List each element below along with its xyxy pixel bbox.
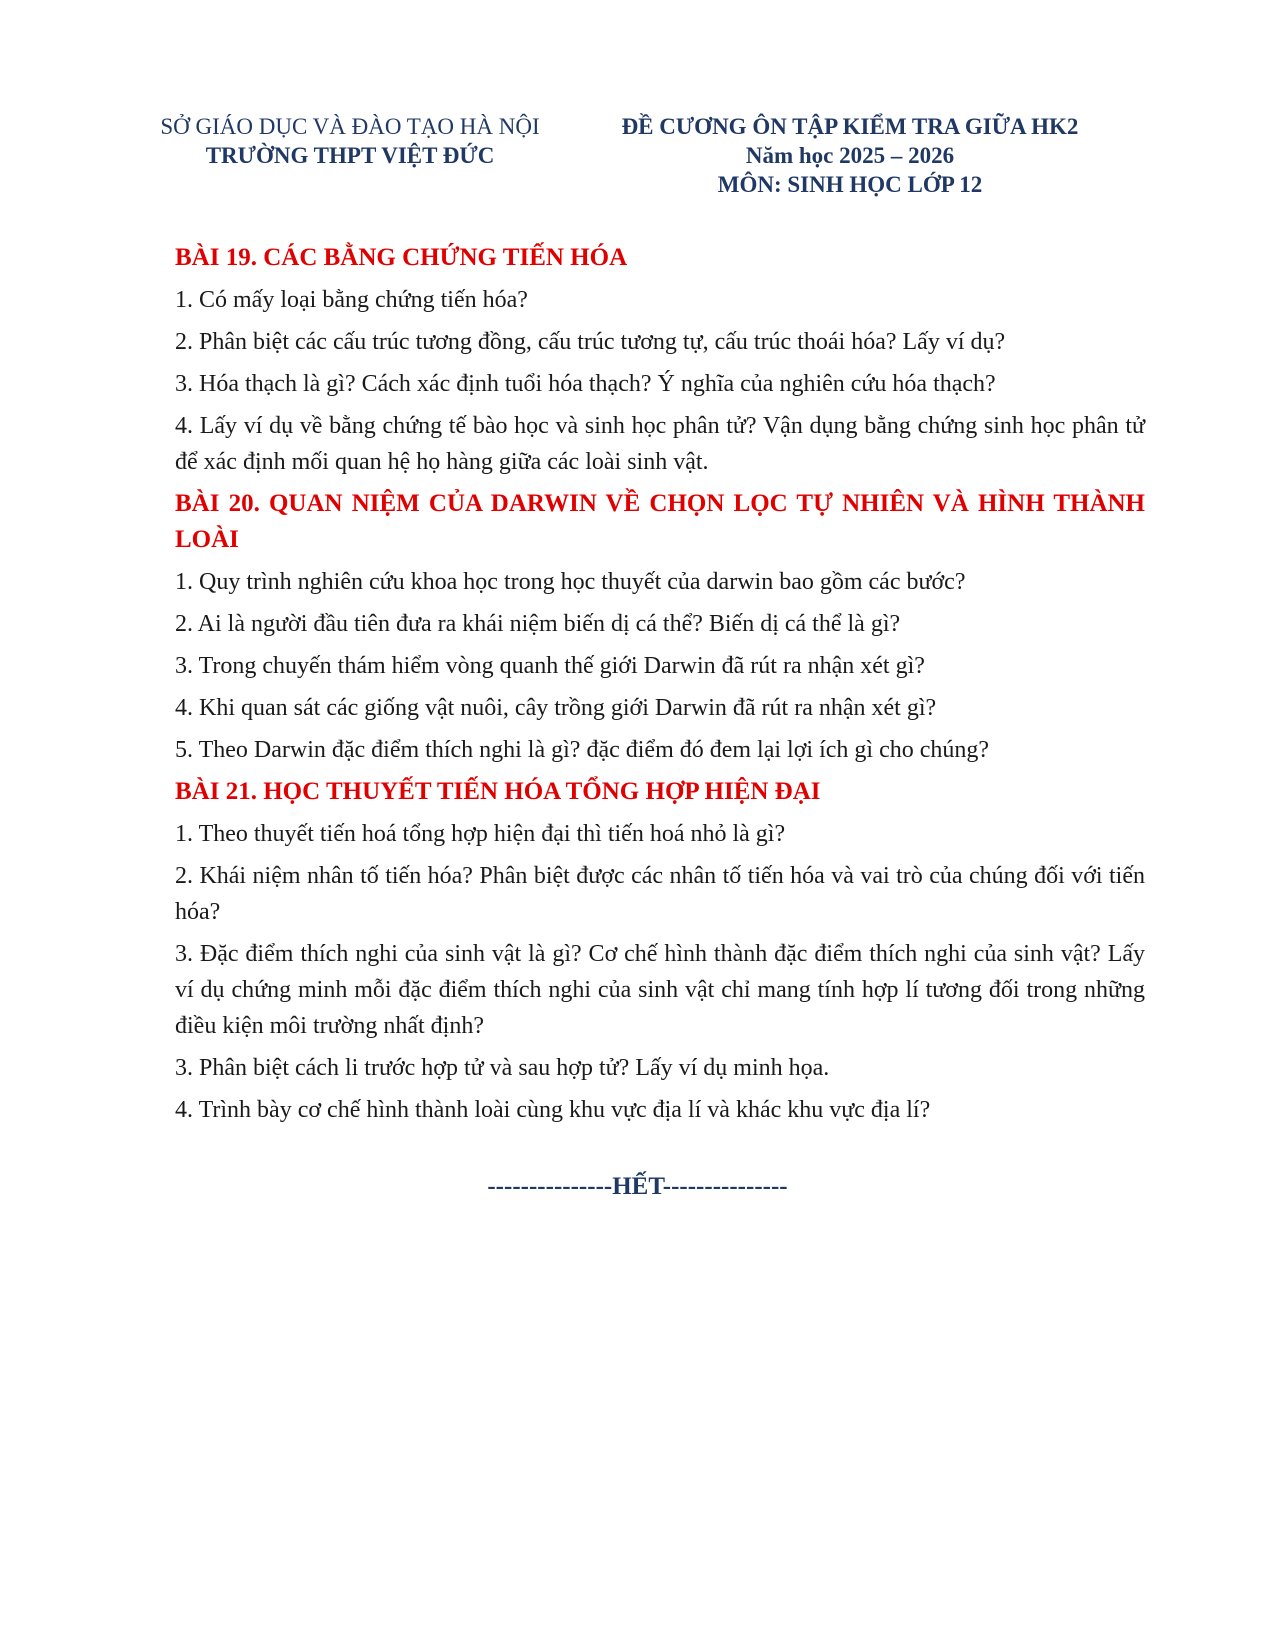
section-title: BÀI 21. HỌC THUYẾT TIẾN HÓA TỔNG HỢP HIỆN ĐẠI [175,778,821,805]
school-name: TRƯỜNG THPT VIỆT ĐỨC [205,143,495,168]
section-20 [175,486,1145,768]
question-item: 4. Khi quan sát các giống vật nuôi, cây trồng giới Darwin đã rút ra nhận xét gì? [175,695,937,721]
header-left [140,112,560,170]
question-item: 1. Theo thuyết tiến hoá tổng hợp hiện đại thì tiến hoá nhỏ là gì? [175,821,786,847]
question-item: 1. Quy trình nghiên cứu khoa học trong học thuyết của darwin bao gồm các bước? [175,569,966,595]
question-item: 5. Theo Darwin đặc điểm thích nghi là gì? đặc điểm đó đem lại lợi ích gì cho chúng? [175,737,990,763]
question-item: 3. Phân biệt cách li trước hợp tử và sau hợp tử? Lấy ví dụ minh họa. [175,1055,830,1081]
question-item: 2. Ai là người đầu tiên đưa ra khái niệm biến dị cá thể? Biến dị cá thể là gì? [175,611,901,637]
question-item: 3. Trong chuyến thám hiểm vòng quanh thế giới Darwin đã rút ra nhận xét gì? [175,653,925,679]
department-name: SỞ GIÁO DỤC VÀ ĐÀO TẠO HÀ NỘI [160,114,540,139]
section-title: BÀI 19. CÁC BẰNG CHỨNG TIẾN HÓA [175,244,628,271]
question-item: 2. Khái niệm nhân tố tiến hóa? Phân biệt được các nhân tố tiến hóa và vai trò của chúng đối với tiến hóa? [175,863,1145,925]
document-title: ĐỀ CƯƠNG ÔN TẬP KIỂM TRA GIỮA HK2 [621,114,1079,139]
section-title: BÀI 20. QUAN NIỆM CỦA DARWIN VỀ CHỌN LỌC TỰ NHIÊN VÀ HÌNH THÀNH LOÀI [175,490,1145,553]
section-21 [175,774,1145,1128]
question-item: 2. Phân biệt các cấu trúc tương đồng, cấu trúc tương tự, cấu trúc thoái hóa? Lấy ví dụ? [175,329,1006,355]
section-19 [175,240,1145,480]
question-item: 3. Đặc điểm thích nghi của sinh vật là gì? Cơ chế hình thành đặc điểm thích nghi của sinh vật? Lấy ví dụ chứng minh mỗi đặc điểm thích nghi của sinh vật chỉ mang tính hợp lí tương đối trong những điều kiện môi trường nhất định? [175,941,1145,1039]
question-item: 3. Hóa thạch là gì? Cách xác định tuổi hóa thạch? Ý nghĩa của nghiên cứu hóa thạch? [175,371,996,397]
document-body [175,240,1145,1134]
question-item: 1. Có mấy loại bằng chứng tiến hóa? [175,287,528,313]
question-item: 4. Trình bày cơ chế hình thành loài cùng khu vực địa lí và khác khu vực địa lí? [175,1097,931,1123]
subject: MÔN: SINH HỌC LỚP 12 [717,172,983,197]
header-right [600,112,1100,199]
school-year: Năm học 2025 – 2026 [745,143,955,168]
end-mark: ---------------HẾT--------------- [487,1173,788,1200]
question-item: 4. Lấy ví dụ về bằng chứng tế bào học và sinh học phân tử? Vận dụng bằng chứng sinh học phân tử để xác định mối quan hệ họ hàng giữa các loài sinh vật. [175,413,1145,475]
